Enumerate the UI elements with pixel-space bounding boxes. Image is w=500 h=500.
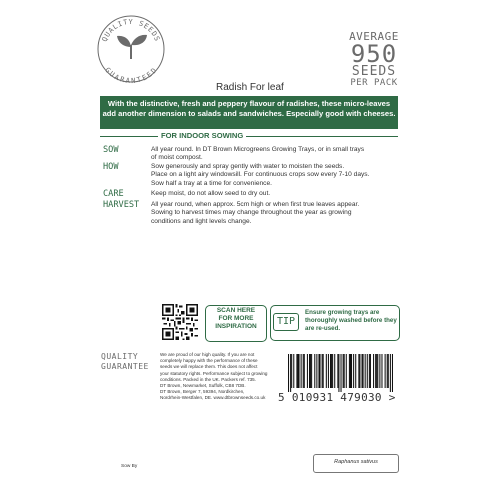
how-line: Sow generously and spray gently with water to moisten the seeds. xyxy=(151,163,345,170)
sow-line: of moist compost. xyxy=(151,154,203,162)
fine-print-line: completely happy with the performance of these xyxy=(160,358,258,364)
seal-top-text: QUALITY SEEDS xyxy=(100,18,162,43)
barcode-bar xyxy=(314,354,315,388)
fine-print-line: seeds we will replace them. This does not affect xyxy=(160,364,258,370)
barcode-bar xyxy=(363,354,364,388)
barcode-bar xyxy=(376,354,377,388)
barcode-bar xyxy=(385,354,386,388)
barcode-bar xyxy=(346,354,347,388)
barcode-bar xyxy=(351,354,352,388)
barcode-bar xyxy=(344,354,345,388)
latin-name-box xyxy=(313,454,399,473)
barcode-bar xyxy=(349,354,350,388)
barcode-bar xyxy=(359,354,360,388)
fine-print-line: We are proud of our high quality. If you are not xyxy=(160,352,255,357)
barcode-bar xyxy=(367,354,368,388)
barcode-bar xyxy=(320,354,321,388)
latin-name: Raphanus sativus xyxy=(334,459,378,465)
barcode-bar xyxy=(301,354,302,388)
barcode-bar xyxy=(323,354,324,388)
barcode-bar xyxy=(379,354,380,388)
scan-here-box xyxy=(205,305,267,342)
barcode-bar xyxy=(303,354,304,388)
barcode-bar xyxy=(328,354,329,388)
harvest-line: Sowing to harvest times may change throughout the year as growing xyxy=(151,209,352,217)
tip-text: Ensure growing trays are thoroughly washed before they are re-used. xyxy=(305,309,397,332)
care-line: Keep moist, do not allow seed to dry out. xyxy=(151,190,271,197)
barcode-bar xyxy=(297,354,298,388)
barcode-bar xyxy=(381,354,382,388)
barcode-bar xyxy=(307,354,308,388)
svg-text:QUALITY SEEDS xyxy=(101,18,162,43)
how-line: Place on a light airy windowsill. For continuous crops sow every 7-10 days. xyxy=(151,171,370,179)
guarantee-line-2: GUARANTEE xyxy=(101,362,149,371)
barcode-bar xyxy=(309,354,310,388)
average-seeds-block xyxy=(330,30,418,88)
qr-code[interactable] xyxy=(162,304,198,340)
barcode-bar xyxy=(362,354,363,388)
barcode-bar xyxy=(293,354,294,388)
description-banner xyxy=(100,96,398,129)
scan-line-3: INSPIRATION xyxy=(215,323,257,330)
barcode-bar xyxy=(373,354,374,388)
harvest-line: conditions and light levels change. xyxy=(151,217,252,225)
barcode-bar xyxy=(322,354,323,388)
barcode-bar xyxy=(332,354,333,388)
section-title: FOR INDOOR SOWING xyxy=(158,131,246,140)
scan-line-1: SCAN HERE xyxy=(216,307,256,314)
banner-line-2: add another dimension to salads and sandwiches. Especially good with cheeses. xyxy=(102,108,396,118)
how-line: Sow half a tray at a time for convenience. xyxy=(151,179,272,187)
care-text xyxy=(151,190,401,198)
seeds-label: SEEDS xyxy=(351,64,397,79)
average-label: AVERAGE xyxy=(349,30,399,43)
svg-text:GUARANTEED xyxy=(103,66,158,84)
barcode-bar xyxy=(355,354,356,388)
seed-count: 950 xyxy=(350,40,398,68)
sow-label: SOW xyxy=(103,145,119,155)
harvest-text xyxy=(151,201,401,226)
quality-guarantee-heading xyxy=(101,352,149,372)
barcode-bar xyxy=(338,354,339,392)
section-heading xyxy=(100,131,398,142)
barcode-bar xyxy=(341,354,342,392)
banner-line-1: With the distinctive, fresh and peppery flavour of radishes, these micro-leaves xyxy=(107,99,391,108)
barcode-bar xyxy=(334,354,335,388)
how-text xyxy=(151,163,401,188)
divider-right xyxy=(240,136,398,137)
barcode-bar xyxy=(331,354,332,388)
sow-by-label: Sow By xyxy=(121,464,138,469)
fine-print-line: your statutory rights. Performance subject to growing xyxy=(160,370,268,376)
barcode-bar xyxy=(330,354,331,388)
scan-line-2: FOR MORE xyxy=(218,315,254,322)
barcode-bar xyxy=(337,354,338,388)
harvest-label: HARVEST xyxy=(103,200,140,210)
harvest-line: All year round, when approx. 5cm high or when first true leaves appear. xyxy=(151,201,360,208)
barcode-bar xyxy=(377,354,378,388)
fine-print-line: conditions. Packed in the UK. Packers ref. 735. xyxy=(160,376,257,382)
barcode-bar xyxy=(365,354,366,388)
barcode xyxy=(278,354,398,406)
barcode-bar xyxy=(318,354,319,388)
barcode-bar xyxy=(390,354,391,392)
tip-box xyxy=(270,305,400,341)
barcode-number: 5 010931 479030 > xyxy=(278,391,396,404)
guarantee-line-1: QUALITY xyxy=(101,352,139,361)
barcode-bar xyxy=(316,354,317,388)
quality-seeds-seal xyxy=(96,14,166,84)
barcode-bar xyxy=(350,354,351,388)
barcode-bar xyxy=(311,354,312,388)
barcode-bar xyxy=(392,354,393,392)
sow-text xyxy=(151,146,401,163)
guarantee-fine-print xyxy=(160,352,272,402)
how-label: HOW xyxy=(103,162,119,172)
divider-left xyxy=(100,136,160,137)
per-pack-label: PER PACK xyxy=(350,78,398,88)
barcode-bar xyxy=(369,354,370,388)
fine-print-line: Nordrhein-Westfalen, DE. www.dtbrownseeds.co.uk xyxy=(160,395,266,401)
barcode-bar xyxy=(296,354,297,388)
barcode-bar xyxy=(291,354,292,388)
barcode-bar xyxy=(387,354,388,388)
seal-bottom-text: GUARANTEED xyxy=(103,66,159,84)
product-title: Radish For leaf xyxy=(216,82,284,93)
sow-line: All year round. In DT Brown Microgreens Growing Trays, or in small trays xyxy=(151,146,365,153)
barcode-bar xyxy=(388,354,389,388)
barcode-bar xyxy=(358,354,359,388)
fine-print-line: DT Brown, Newmarket, Suffolk, CB8 7DB. xyxy=(160,383,246,389)
barcode-bar xyxy=(370,354,371,388)
barcode-bar xyxy=(290,354,291,392)
barcode-bar xyxy=(343,354,344,388)
care-label: CARE xyxy=(103,189,124,199)
seedling-icon xyxy=(117,35,147,59)
barcode-bar xyxy=(353,354,354,388)
barcode-bar xyxy=(326,354,327,388)
barcode-bar xyxy=(375,354,376,388)
barcode-bars xyxy=(278,354,398,392)
barcode-bar xyxy=(310,354,311,388)
tip-label: TIP xyxy=(273,313,299,331)
barcode-bar xyxy=(288,354,289,392)
fine-print-line: DT Brown, Berger 7, 59394, Nordkirchen, xyxy=(160,389,245,395)
barcode-bar xyxy=(304,354,305,388)
barcode-bar xyxy=(299,354,300,388)
